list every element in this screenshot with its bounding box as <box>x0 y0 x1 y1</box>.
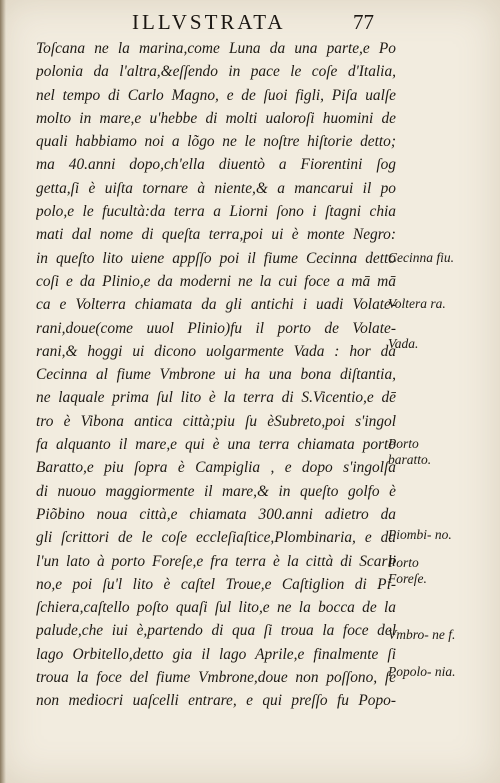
text-line: troua la foce del fiume Vmbrone,doue non poſſono, ſe <box>36 669 396 687</box>
page-header <box>36 10 396 34</box>
text-line: palude,che iui è,partendo di qua ſi troua la foce del <box>36 622 396 640</box>
text-block <box>36 37 396 713</box>
text-line: mati dal nome di queſta terra,poi ui è monte Negro: <box>36 226 396 244</box>
text-line: lago Orbitello,detto gia il lago Aprile,e finalmente ſi <box>36 645 396 663</box>
text-line: in queſto lito uiene appſſo poi il fiume Cecinna detto <box>36 249 396 267</box>
text-line: gli ſcrittori de le coſe eccleſiaſtice,Plombinaria, e da <box>36 529 396 547</box>
marginal-note: Voltera ra. <box>388 296 446 312</box>
text-line: Piõbino noua città,e chiamata 300.anni adietro da <box>36 505 396 523</box>
text-line: ſchiera,caſtello poſto quaſi ſul lito,e ne la bocca de la <box>36 599 396 617</box>
text-line: l'un lato à porto Foreſe,e fra terra è la città di Scarli <box>36 552 396 570</box>
text-line: ca e Volterra chiamata da gli antichi i uadi Volate- <box>36 296 396 314</box>
text-line: polonia da l'altra,&eſſendo in pace le coſe d'Italia, <box>36 63 396 81</box>
text-line: coſi e da Plinio,e da moderni ne la cui foce a mā mā <box>36 272 396 290</box>
text-line: non mediocri uaſcelli entrare, e qui preſſo fu Popo- <box>36 692 396 710</box>
text-line: Toſcana ne la marina,come Luna da una parte,e Po <box>36 40 396 57</box>
text-line: molto in mare,e u'hebbe di molti ualoroſi huomini de <box>36 109 396 127</box>
marginal-note: Cecinna fiu. <box>388 249 454 265</box>
text-line: nel tempo di Carlo Magno, e de ſuoi figli, Piſa ualſe <box>36 86 396 104</box>
text-line: quali habbiamo noi a lõgo ne le noſtre hiſtorie detto; <box>36 133 396 151</box>
text-line: Cecinna al fiume Vmbrone ui ha una bona diſtantia, <box>36 366 396 384</box>
text-line: tro è Vibona antica città;piu ſu èSubreto,poi s'ingol <box>36 412 396 430</box>
text-line: no,e poi ſu'l lito è caſtel Troue,e Caſtiglion di Pi- <box>36 575 396 593</box>
text-line: rani,& hoggi ui dicono uolgarmente Vada : hor da <box>36 342 396 360</box>
running-head: ILLVSTRATA <box>132 10 286 34</box>
marginal-note: Vada. <box>388 335 419 351</box>
marginal-note: Piombi- no. <box>388 526 452 542</box>
text-line: ma 40.anni dopo,ch'ella diuentò a Fiorentini ſog <box>36 156 396 174</box>
text-line: rani,doue(come uuol Plinio)fu il porto de Volate- <box>36 319 396 337</box>
text-line: Baratto,e piu ſopra è Campiglia , e dopo s'ingolſa <box>36 459 396 477</box>
marginal-note: Vmbro- ne f. <box>388 627 456 643</box>
marginal-note: Porto Foreſe. <box>388 554 427 586</box>
text-line: fa alquanto il mare,e qui è una terra chiamata porto <box>36 436 396 454</box>
marginal-note: Porto baratto. <box>388 436 432 468</box>
text-line: di nuouo maggiormente il mare,& in queſto golfo è <box>36 482 396 500</box>
text-line: polo,e le fucultà:da terra a Liorni ſono i ſtagni chia <box>36 203 396 221</box>
page-number: 77 <box>353 10 374 34</box>
text-line: ne laquale prima ſul lito è la terra di S.Vicentio,e dē <box>36 389 396 407</box>
text-line: getta,ſi è uiſta tornare à niente,& a mancarui il po <box>36 179 396 197</box>
marginal-note: Popolo- nia. <box>388 664 456 680</box>
